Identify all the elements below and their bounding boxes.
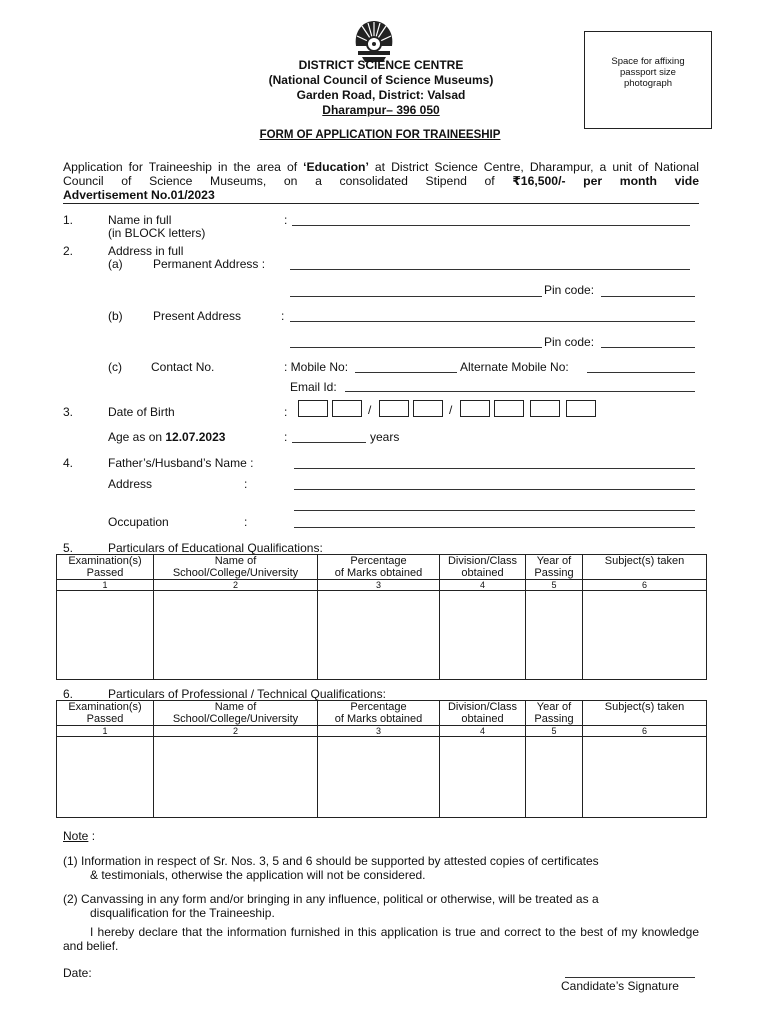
header-line: obtained xyxy=(461,713,504,725)
date-label: Date: xyxy=(63,966,92,980)
column-number: 6 xyxy=(583,726,707,737)
table-cell[interactable] xyxy=(440,591,526,680)
contact-label: Contact No. xyxy=(151,360,215,374)
table-cell[interactable] xyxy=(57,737,154,818)
table-header-row xyxy=(57,701,707,726)
mobile-label: : Mobile No: xyxy=(284,360,349,374)
pin-code-label-2: Pin code: xyxy=(544,335,595,349)
column-number: 3 xyxy=(318,726,440,737)
table-cell[interactable] xyxy=(154,591,318,680)
dob-year-digit-4[interactable] xyxy=(566,400,596,417)
name-label: Name in full xyxy=(108,213,172,227)
header-line: Passing xyxy=(534,713,574,725)
age-label-text: Age as on xyxy=(108,430,166,444)
column-header xyxy=(526,555,583,580)
header-line: Examination(s) xyxy=(68,701,142,713)
column-number-row xyxy=(57,726,707,737)
header-line: Percentage xyxy=(350,555,407,567)
column-number: 4 xyxy=(440,580,526,591)
pin-code-label-1: Pin code: xyxy=(544,283,595,297)
column-number: 1 xyxy=(57,726,154,737)
intro-stipend: ₹16,500/- per month vide xyxy=(512,174,699,188)
header-line: Subject(s) taken xyxy=(604,701,685,713)
permanent-address-tag: (a) xyxy=(108,257,123,271)
pin-code-field-1[interactable] xyxy=(601,296,695,297)
header-line: Percentage xyxy=(350,701,407,713)
father-address-label: Address xyxy=(108,477,153,491)
alternate-mobile-field[interactable] xyxy=(587,372,695,373)
address-label: Address in full xyxy=(108,244,184,258)
column-header xyxy=(318,701,440,726)
age-unit: years xyxy=(370,430,400,444)
field-3-number: 3. xyxy=(63,405,74,419)
header-line: Name of xyxy=(214,555,257,567)
table-cell[interactable] xyxy=(583,591,707,680)
divider xyxy=(63,203,699,204)
permanent-address-field[interactable] xyxy=(290,269,690,270)
mobile-field[interactable] xyxy=(355,372,457,373)
permanent-address-label: Permanent Address : xyxy=(153,257,266,271)
father-address-line-2[interactable] xyxy=(294,510,695,511)
photo-box-line-3: photograph xyxy=(623,78,673,89)
photo-box-line-1: Space for affixing xyxy=(611,56,685,67)
header-line-3: Garden Road, District: Valsad xyxy=(296,88,466,102)
table-cell[interactable] xyxy=(526,591,583,680)
dob-separator-1: / xyxy=(368,403,372,417)
table-cell[interactable] xyxy=(440,737,526,818)
intro-paragraph xyxy=(63,160,699,188)
header-line: obtained xyxy=(461,567,504,579)
column-number: 2 xyxy=(154,726,318,737)
table-cell[interactable] xyxy=(57,591,154,680)
table-cell[interactable] xyxy=(526,737,583,818)
dob-colon: : xyxy=(284,405,288,419)
header-line-2: (National Council of Science Museums) xyxy=(268,73,494,87)
advertisement-number: Advertisement No.01/2023 xyxy=(63,188,215,202)
header-line: Division/Class xyxy=(447,555,518,567)
intro-part-2: at District Science Centre, Dharampur, a unit of National Council of Science Museums, on a consolidated Stipend of xyxy=(63,160,699,188)
note-heading xyxy=(63,829,95,843)
header-line: Passing xyxy=(534,567,574,579)
note-2-line-2: disqualification for the Traineeship. xyxy=(90,905,275,920)
field-4-number: 4. xyxy=(63,456,74,470)
field-5-number: 5. xyxy=(63,541,74,555)
contact-tag: (c) xyxy=(108,360,122,374)
header-line: School/College/University xyxy=(172,567,299,579)
age-field[interactable] xyxy=(292,442,366,443)
header-line-1: DISTRICT SCIENCE CENTRE xyxy=(298,58,464,72)
educational-qualifications-table xyxy=(56,554,707,680)
table-cell[interactable] xyxy=(583,737,707,818)
photo-box xyxy=(584,31,712,129)
column-number: 6 xyxy=(583,580,707,591)
table-header-row xyxy=(57,555,707,580)
edu-section-title: Particulars of Educational Qualifications: xyxy=(108,541,323,555)
note-1-line-1: (1) Information in respect of Sr. Nos. 3, 5 and 6 should be supported by attested copies of certificates xyxy=(63,854,599,868)
column-number: 3 xyxy=(318,580,440,591)
header-line: Examination(s) xyxy=(68,555,142,567)
prof-section-title: Particulars of Professional / Technical Qualifications: xyxy=(108,687,386,701)
present-address-colon: : xyxy=(281,309,285,323)
permanent-address-line-2[interactable] xyxy=(290,296,542,297)
table-cell[interactable] xyxy=(318,737,440,818)
dob-year-digit-2[interactable] xyxy=(494,400,524,417)
header-line: Division/Class xyxy=(447,701,518,713)
centre-header xyxy=(228,58,534,118)
column-number: 4 xyxy=(440,726,526,737)
field-2-number: 2. xyxy=(63,244,74,258)
note-1 xyxy=(63,855,699,882)
father-husband-name-label: Father’s/Husband’s Name : xyxy=(108,456,254,470)
dob-day-digit-1[interactable] xyxy=(298,400,328,417)
field-1-number: 1. xyxy=(63,213,74,227)
present-address-line-2[interactable] xyxy=(290,347,542,348)
table-row xyxy=(57,591,707,680)
column-header xyxy=(318,555,440,580)
column-header xyxy=(583,555,707,580)
header-line: Name of xyxy=(214,701,257,713)
column-header xyxy=(526,701,583,726)
occupation-field[interactable] xyxy=(294,527,695,528)
father-address-colon: : xyxy=(244,477,248,491)
column-number: 5 xyxy=(526,580,583,591)
declaration: I hereby declare that the information furnished in this application is true and correct to the best of my knowledge and belief. xyxy=(63,925,699,953)
column-header xyxy=(57,701,154,726)
header-line: Year of xyxy=(536,701,572,713)
column-header xyxy=(440,701,526,726)
dob-year-digit-1[interactable] xyxy=(460,400,490,417)
column-header xyxy=(583,701,707,726)
header-line: Subject(s) taken xyxy=(604,555,685,567)
header-line: Year of xyxy=(536,555,572,567)
name-field[interactable] xyxy=(292,225,690,226)
signature-field[interactable] xyxy=(565,977,695,978)
note-1-line-2: & testimonials, otherwise the application will not be considered. xyxy=(90,867,426,882)
table-row xyxy=(57,737,707,818)
alternate-mobile-label: Alternate Mobile No: xyxy=(460,360,569,374)
name-sublabel: (in BLOCK letters) xyxy=(108,226,206,240)
dob-year-digit-3[interactable] xyxy=(530,400,560,417)
intro-area: ‘Education’ xyxy=(303,160,369,174)
column-number: 2 xyxy=(154,580,318,591)
dob-label: Date of Birth xyxy=(108,405,175,419)
dob-day-digit-2[interactable] xyxy=(332,400,362,417)
present-address-label: Present Address xyxy=(153,309,242,323)
name-colon: : xyxy=(284,213,288,227)
column-number: 1 xyxy=(57,580,154,591)
intro-part-1: Application for Traineeship in the area of xyxy=(63,160,304,174)
note-2 xyxy=(63,893,699,920)
field-6-number: 6. xyxy=(63,687,74,701)
occupation-colon: : xyxy=(244,515,248,529)
father-husband-name-field[interactable] xyxy=(294,468,695,469)
photo-box-line-2: passport size xyxy=(620,67,676,78)
present-address-tag: (b) xyxy=(108,309,123,323)
present-address-field[interactable] xyxy=(290,321,695,322)
form-title: FORM OF APPLICATION FOR TRAINEESHIP xyxy=(259,129,501,141)
note-heading-text: Note xyxy=(63,829,89,843)
national-emblem-icon xyxy=(350,16,398,64)
professional-qualifications-table xyxy=(56,700,707,818)
header-line: of Marks obtained xyxy=(334,713,423,725)
header-line: School/College/University xyxy=(172,713,299,725)
email-field[interactable] xyxy=(345,391,695,392)
note-2-line-1: (2) Canvassing in any form and/or bringing in any influence, political or otherwise, will be treated as a xyxy=(63,892,599,906)
age-date: 12.07.2023 xyxy=(165,430,226,444)
father-address-field[interactable] xyxy=(294,489,695,490)
header-line: Passed xyxy=(86,713,124,725)
column-header xyxy=(57,555,154,580)
email-label: Email Id: xyxy=(290,380,337,394)
header-line: of Marks obtained xyxy=(334,567,423,579)
age-label xyxy=(108,430,225,444)
header-line-4: Dharampur– 396 050 xyxy=(322,103,440,117)
occupation-label: Occupation xyxy=(108,515,169,529)
pin-code-field-2[interactable] xyxy=(601,347,695,348)
column-header xyxy=(154,701,318,726)
age-colon: : xyxy=(284,430,288,444)
table-cell[interactable] xyxy=(318,591,440,680)
column-number-row xyxy=(57,580,707,591)
dob-month-digit-2[interactable] xyxy=(413,400,443,417)
signature-label: Candidate’s Signature xyxy=(561,979,679,993)
header-line: Passed xyxy=(86,567,124,579)
table-cell[interactable] xyxy=(154,737,318,818)
dob-separator-2: / xyxy=(449,403,453,417)
column-header xyxy=(154,555,318,580)
column-number: 5 xyxy=(526,726,583,737)
column-header xyxy=(440,555,526,580)
note-heading-colon: : xyxy=(88,829,96,843)
dob-month-digit-1[interactable] xyxy=(379,400,409,417)
